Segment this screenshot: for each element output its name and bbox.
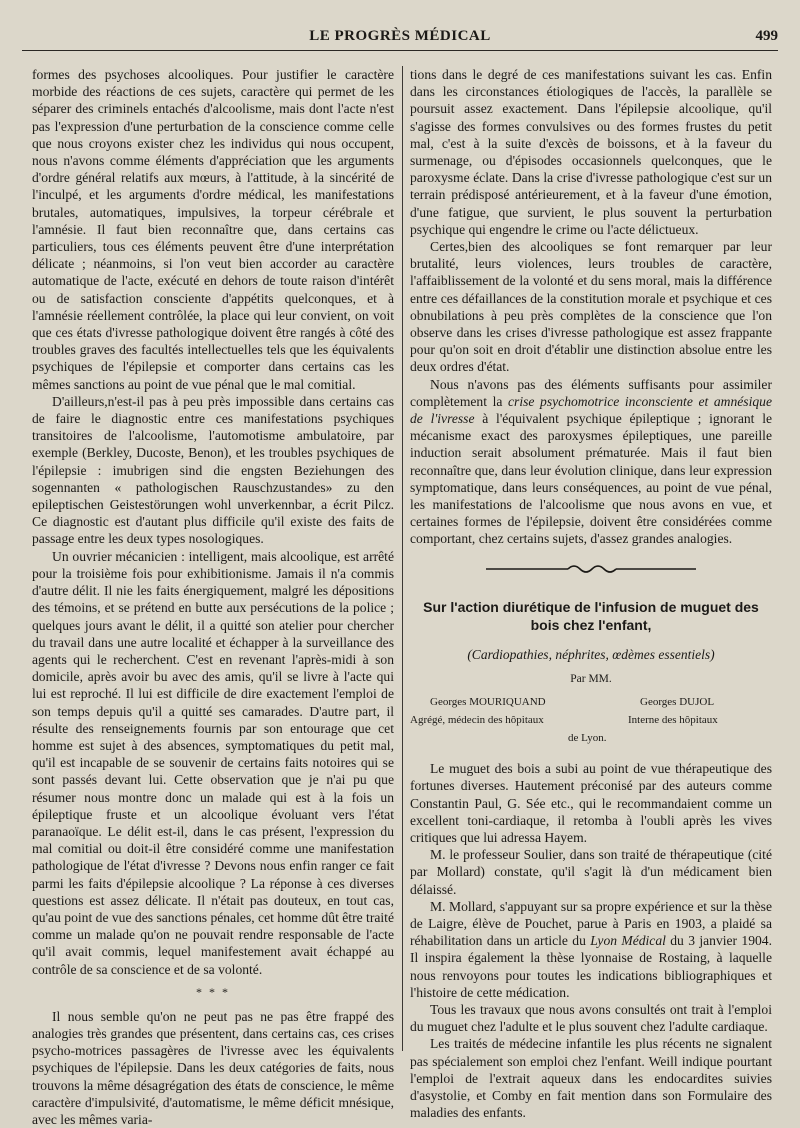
left-column (32, 66, 394, 1128)
right-column (410, 66, 772, 1121)
text-run: M. Mollard, s'appuyant sur sa propre expérience et sur la thèse de Laigre, élève de Pouchet, parue à Paris en 1903, a plaidé sa réhabilitation dans un article du (410, 898, 772, 949)
author-role: Agrégé, médecin des hôpitaux (410, 714, 544, 727)
paragraph: Le muguet des bois a subi au point de vue thérapeutique des fortunes diverses. Hautement préconisé par des auteurs comme Constantin Paul, G. Sée etc., qui le recommandaient comme un excellent toni-cardiaque, il retomba à l'oubli après les vives critiques que lui adressa Hayem. (410, 761, 772, 845)
paragraph: M. le professeur Soulier, dans son traité de thérapeutique (cité par Mollard) constate, qu'il s'agit là d'un médicament bien délaissé. (410, 847, 772, 897)
text-run: du 3 janvier 1904. Il inspira également la thèse lyonnaise de Rostaing, à laquelle nous renvoyons pour toutes les indications bibliographiques et l'histoire de cette médication. (410, 933, 773, 1000)
author-name: Georges MOURIQUAND (430, 696, 546, 709)
text-run: à l'équivalent psychique épileptique ; ignorant le mécanisme exact des paroxysmes épileptiques, une pareille induction serait absolument prématurée. Mais il faut bien reconnaître que, dans leur évolution clinique, dans leur expression symptomatique, dans leurs conséquences, au point de vue pénal, les manifestations de l'alcoolisme que nous avons en vue, et certaines formes de l'épilepsie, doivent être considérées comme comportant, chez certains sujets, d'assez grandes analogies. (410, 411, 773, 547)
swash-rule-icon (486, 562, 696, 576)
paragraph: D'ailleurs,n'est-il pas à peu près impossible dans certains cas de faire le diagnostic entre ces manifestations psychiques transitoires de l'alcoolisme, l'automotisme ambulatoire, par exemple (Berkley, Ducoste, Benon), et les troubles psychiques de l'épilepsie : imubrigen sind die engsten Beziehungen des sogennanten « pathologischen Rauschzustandes» zu den epileptischen Geistestörungen wohl unverkennbar, a écrit Pilcz. Ce diagnostic est d'autant plus difficile qu'il existe des faits de passage entre les deux types nosologiques. (32, 393, 394, 547)
paragraph: Certes,bien des alcooliques se font remarquer par leur brutalité, leurs violences, leurs troubles de caractère, l'affaiblissement de la volonté et du sens moral, mais la différence entre ces défaillances de la constitution morale et psychique et ces obnubilations à peu près complètes de la conscience que l'on observe dans les crises d'ivresse pathologique est assez frappante pour qu'on soit en droit d'établir une distinction absolue entre les deux ordres d'état. (410, 239, 772, 375)
paragraph: Un ouvrier mécanicien : intelligent, mais alcoolique, est arrêté pour la troisième fois pour exhibitionisme. Jamais il n'a commis d'autre délit. Il nie les faits énergiquement, malgré les dépositions des témoins, et se prétend en butte aux persécutions de la police ; quelques jours avant le délit, il a quitté son atelier pour chercher du travail dans une autre localité et échapper à la surveillance des agents qui le recherchent. C'est en revenant l'après-midi à son domicile, après avoir bu avec des amis, qu'il se livre à l'acte qui lui est reproché. Il lui est difficile de dire exactement l'emploi de son temps depuis qu'il a quitté ses camarades. D'autre part, il résulte des renseignements fournis par son entourage que cet homme est sujet à des absences, symptomatiques du petit mal, qu'il est incapable de se souvenir de certains faits notoires qui se sont passés devant lui. Cette observation que je n'ai pu que résumer nous montre donc un malade qui est à la fois un épileptique fruste et un alcoolique évoluant vers l'état paranaoïque. Le délit est-il, dans le cas présent, l'expression du mal comitial ou doit-il être considéré comme une manifestation pathologique de l'état d'ivresse ? Devons nous enfin ranger ce fait parmi les faits d'épilepsie alcoolique ? La réponse à ces diverses questions est assez délicate. Il n'était pas douteux, en tout cas, qu'au point de vue des sanctions pénales, cet homme dût être traité comme un malade qu'on ne pouvait rendre responsable de l'acte qu'il avait commis, lequel manifestement avait échappé au contrôle de sa conscience et de sa volonté. (32, 548, 394, 977)
paragraph (410, 376, 772, 548)
ornamental-rule (410, 562, 772, 584)
author-role: Interne des hôpitaux (628, 714, 718, 727)
paragraph: Il nous semble qu'on ne peut pas ne pas être frappé des analogies très grandes que présentent, dans certains cas, ces crises psycho-motrices passagères de l'ivresse avec les équivalents psychiques de l'épilepsie. Dans les deux catégories de faits, nous trouvons la même désagrégation des états de conscience, le même caractère d'impulsivité, d'automatisme, le même déficit mnésique, avec les mêmes varia- (32, 1008, 394, 1127)
journal-title: LE PROGRÈS MÉDICAL (309, 28, 491, 44)
page-number: 499 (755, 28, 778, 44)
paragraph: Tous les travaux que nous avons consultés ont trait à l'emploi du muguet chez l'adulte et le plus souvent chez l'adulte cardiaque. (410, 1001, 772, 1035)
paragraph (410, 898, 772, 1001)
section-separator-stars: * * * (196, 984, 230, 999)
column-divider (402, 66, 403, 1051)
author-city: de Lyon. (568, 732, 607, 745)
italic-phrase: Lyon Médical (590, 933, 666, 949)
paragraph: formes des psychoses alcooliques. Pour justifier le caractère morbide des réactions de ces sujets, caractère qui permet de les séparer des criminels entachés d'alcoolisme, mais dont l'acte n'est pas l'expression d'une perturbation de la conscience comme celle que nous croyons exister chez les individus qui nous occupent, nous n'avons comme éléments d'appréciation que les arguments d'ordre général relatifs aux mœurs, à l'attitude, à la sincérité de l'inculpé, et les arguments d'ordre médical, les manifestations brutales, automatiques, impulsives, la torpeur cérébrale et l'amnésie. Il faut bien reconnaître que, dans certains cas particuliers, tous ces éléments peuvent être d'une interprétation délicate ; néanmoins, si l'on veut bien accorder au caractère automatique de l'acte, exécuté en dehors de toute raison d'intérêt ou de satisfaction consciente d'appétits quelconques, et à l'amnésie réellement contrôlée, la place qui leur convient, on voit que ces états d'ivresse pathologique doivent être rangés à côté des troubles graves des facultés intellectuelles tels que les équivalents psychiques de l'épilepsie et comporter dans certains cas les mêmes sanctions au point de vue pénal que le mal comitial. (32, 67, 394, 392)
article-title: Sur l'action diurétique de l'infusion de muguet des bois chez l'enfant, (423, 598, 759, 633)
italic-phrase: crise psychomotrice inconsciente et amnésique de l'ivresse (410, 393, 772, 427)
page-header (22, 28, 778, 51)
text-run: Nous n'avons pas des éléments suffisants pour assimiler complètement la (410, 376, 772, 409)
paragraph: Les traités de médecine infantile les plus récents ne signalent pas spécialement son emploi chez l'enfant. Weill indique pourtant l'emploi de l'extrait aqueux dans les endocardites suivies d'asystolie, et Comby en fait mention dans son Formulaire des maladies des enfants. (410, 1036, 772, 1121)
paragraph: tions dans le degré de ces manifestations suivant les cas. Enfin dans les circonstances étiologiques de l'accès, la parallèle se poursuit assez exactement. Dans l'épilepsie alcoolique, qu'il s'agisse des formes convulsives ou des formes frustes du petit mal, c'est à la suite d'excès de boissons, et à la faveur du surmenage, ou d'épisodes occasionnels quelconques, que le paroxysme éclate. Dans la crise d'ivresse pathologique c'est sur un terrain prédisposé antérieurement, et à la faveur d'une émotion, d'une fatigue, que survient, le plus souvent la perturbation psychique qui engendre le crime ou l'acte délictueux. (410, 67, 772, 237)
authors-block (410, 694, 772, 746)
article-subtitle: (Cardiopathies, néphrites, œdèmes essentiels) (467, 646, 715, 662)
author-name: Georges DUJOL (640, 696, 715, 709)
byline-intro: Par MM. (570, 672, 612, 685)
